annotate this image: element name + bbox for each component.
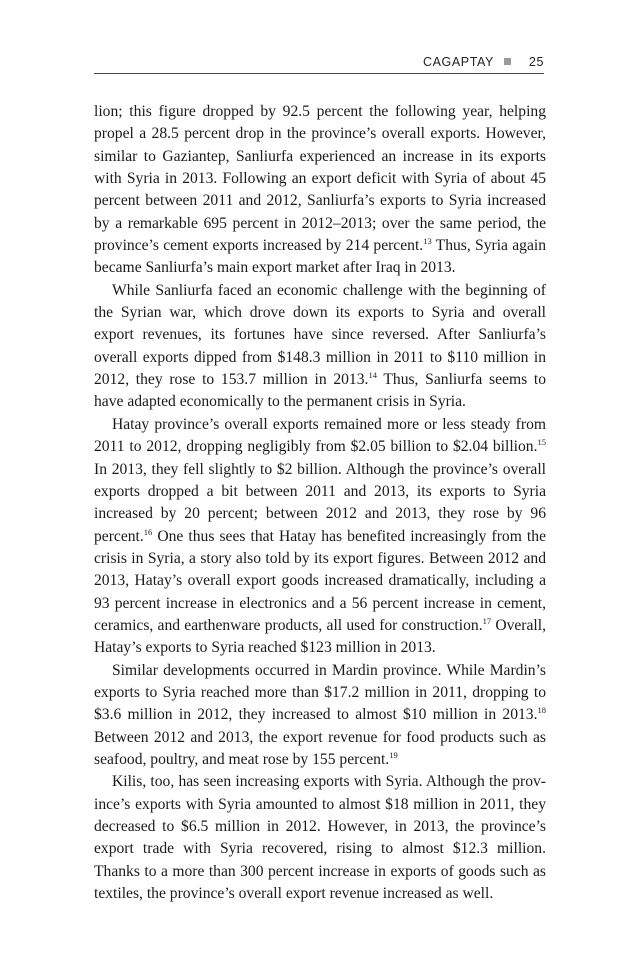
square-separator-icon: [504, 58, 511, 65]
footnote-ref-16: 16: [143, 526, 153, 537]
footnote-ref-17: 17: [482, 615, 492, 626]
paragraph-3-text-a: Hatay province’s overall exports remained more or less steady from 2011 to 2012, dropping negligibly from $2.05 billion to $2.04 billion.: [94, 415, 546, 456]
footnote-ref-15: 15: [537, 437, 546, 448]
running-head-author: CAGAPTAY: [422, 55, 494, 69]
paragraph-1-text-b: Thus, Syria again became Sanliurfa’s main export market after Iraq in 2013.: [94, 237, 547, 277]
paragraph-2-text-a: While Sanliurfa faced an economic challenge with the beginning of the Syrian war, which drove down its exports to Syria and overall export revenues, its fortunes have since reversed. After Sanliurfa’s overall exports dipped from $148.3 million in 2011 to $110 million in 2012, they rose to 153.7 million in 2013.: [94, 281, 546, 389]
paragraph-4-text-a: Similar developments occurred in Mardin province. While Mardin’s exports to Syria reached more than $17.2 million in 2011, dropping to $3.6 million in 2012, they increased to almost $10 million in 2013.: [94, 661, 546, 724]
paragraph-5: [94, 771, 546, 905]
paragraph-1: [94, 101, 546, 280]
running-head: [94, 55, 544, 75]
footnote-ref-14: 14: [368, 370, 377, 381]
paragraph-2-text-b: Thus, Sanliurfa seems to have adapted economically to the permanent crisis in Syria.: [94, 371, 547, 411]
paragraph-3-text-d: Overall, Hatay’s exports to Syria reached $123 million in 2013.: [94, 616, 546, 657]
paragraph-3-text-c: One thus sees that Hatay has benefited increasingly from the crisis in Syria, a story also told by its export figures. Between 2012 and 2013, Hatay’s overall export goods increased dramatically, including a 93 percent increase in electronics and a 56 percent increase in cement, ceramics, and earthenware products, all used for construction.: [94, 527, 546, 634]
paragraph-2: [94, 280, 546, 414]
body-text: [94, 101, 546, 905]
paragraph-4-text-b: Between 2012 and 2013, the export revenue for food products such as seafood, poultry, and meat rose by 155 percent.: [94, 728, 546, 768]
page-number: 25: [528, 55, 544, 69]
paragraph-1-text-a: lion; this figure dropped by 92.5 percent the following year, helping propel a 28.5 percent drop in the province’s overall exports. However, similar to Gaziantep, Sanliurfa experienced an increase in its exports with Syria in 2013. Following an export deficit with Syria of about 45 percent between 2011 and 2012, Sanliurfa’s exports to Syria increased by a remarkable 695 percent in 2012–2013; over the same period, the province’s cement exports increased by 214 percent.: [94, 103, 546, 255]
footnote-ref-19: 19: [389, 749, 398, 760]
paragraph-3: [94, 414, 546, 660]
footnote-ref-18: 18: [537, 705, 546, 716]
footnote-ref-13: 13: [423, 236, 432, 247]
paragraph-5-text-a: Kilis, too, has seen increasing exports with Syria. Although the province’s exports with Syria amounted to almost $18 million in 2011, they decreased to $6.5 million in 2012. However, in 2013, the province’s export trade with Syria recovered, rising to almost $12.3 million. Thanks to a more than 300 percent increase in exports of goods such as textiles, the province’s overall export revenue increased as well.: [94, 773, 546, 903]
paragraph-4: [94, 660, 546, 772]
paragraph-3-text-b: In 2013, they fell slightly to $2 billion. Although the province’s overall exports dropped a bit between 2011 and 2013, its exports to Syria increased by 20 percent; between 2012 and 2013, they rose by 96 percent.: [94, 460, 546, 545]
header-rule: [94, 73, 544, 74]
